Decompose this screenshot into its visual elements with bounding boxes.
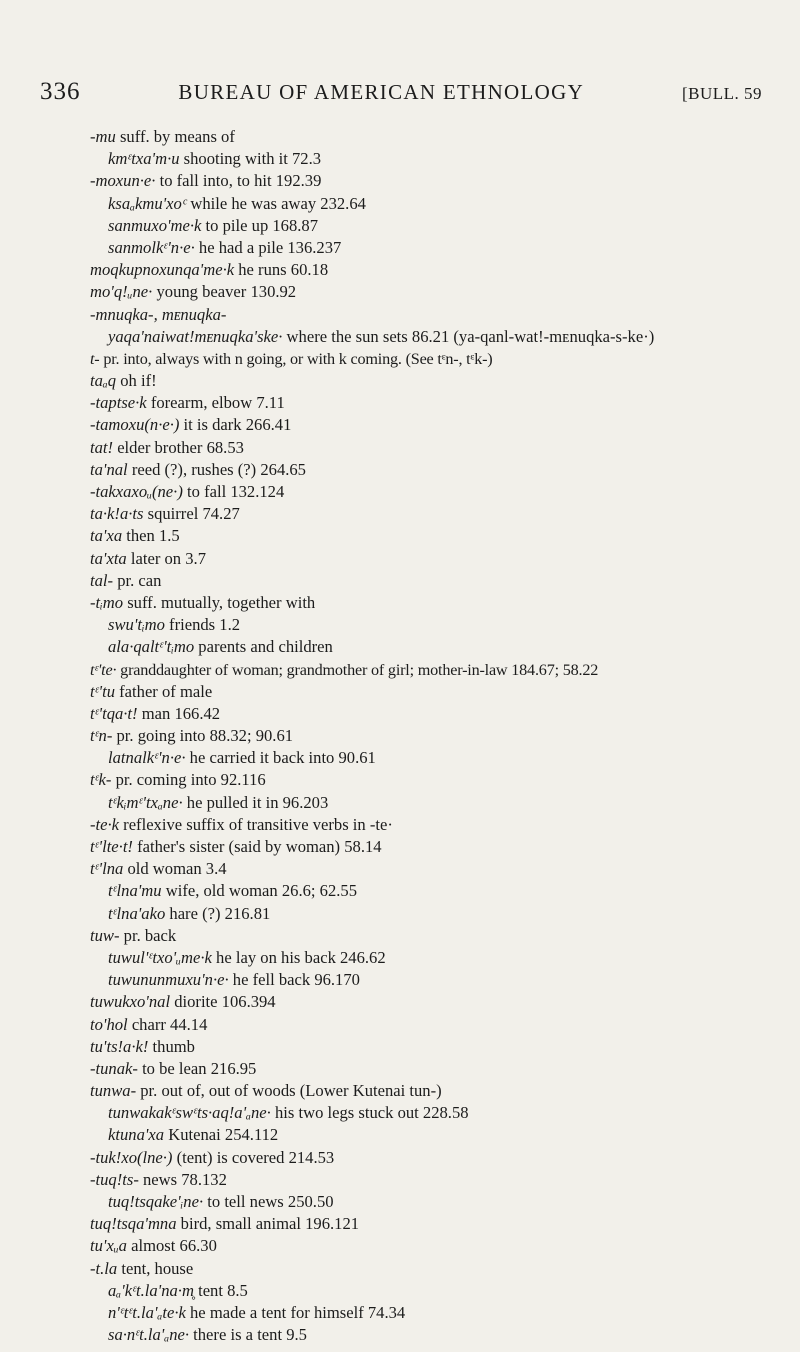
entry-gloss: later on 3.7 — [126, 548, 206, 568]
entry-gloss: he runs 60.18 — [234, 260, 329, 280]
dictionary-entry — [90, 148, 790, 170]
entry-headword: tu'xᵤa — [90, 1236, 127, 1256]
entry-gloss: pr. back — [119, 925, 177, 945]
entry-headword: tunwakakᵋswᵋts·aq!a'ₐne· — [108, 1103, 271, 1123]
entry-headword: -takxaxoᵤ(ne·) — [90, 482, 183, 501]
bulletin-reference: [BULL. 59 — [681, 84, 762, 103]
entry-headword: latnalkᵋ'n·e· — [108, 748, 186, 768]
dictionary-entry — [90, 237, 790, 259]
page-header — [40, 78, 762, 112]
entry-gloss: to tell news 250.50 — [203, 1192, 334, 1211]
dictionary-entry — [90, 858, 790, 880]
entry-headword: tal- — [90, 570, 114, 590]
entry-headword: tu'ts!a·k! — [90, 1036, 149, 1056]
dictionary-entry — [90, 1191, 790, 1213]
entry-gloss: old woman 3.4 — [123, 859, 227, 879]
entry-headword: aₐ'kᵋt.la'na·m̥ — [108, 1280, 194, 1300]
entry-headword: t- — [90, 349, 100, 368]
dictionary-entry — [90, 814, 790, 836]
entry-gloss: granddaughter of woman; grandmother of girl; mother-in-law 184.67; 58.22 — [116, 660, 599, 679]
entry-headword: tᵋlna'ako — [108, 903, 166, 923]
dictionary-entry — [90, 570, 790, 592]
entry-headword: taₐq — [90, 371, 117, 391]
entry-headword: swu'tᵢmo — [108, 615, 165, 635]
entry-headword: sanmolkᵋ'n·e· — [108, 237, 195, 257]
dictionary-entry — [90, 1169, 790, 1191]
entry-headword: tunwa- — [90, 1081, 137, 1101]
dictionary-entry — [90, 1036, 790, 1058]
entry-gloss: bird, small animal 196.121 — [176, 1214, 360, 1234]
entry-headword: tuwul'ᵋtxo'ᵤme·k — [108, 947, 212, 967]
entry-gloss: hare (?) 216.81 — [165, 903, 271, 923]
dictionary-entry — [90, 414, 790, 436]
entry-headword: tᵋ'lte·t! — [90, 837, 133, 856]
dictionary-entry — [90, 592, 790, 614]
dictionary-entry — [90, 836, 790, 858]
entry-gloss: tent 8.5 — [193, 1280, 248, 1300]
entry-gloss: pr. coming into 92.116 — [111, 770, 266, 790]
dictionary-entry — [90, 991, 790, 1013]
dictionary-entry — [90, 126, 790, 148]
entry-gloss: then 1.5 — [122, 526, 180, 546]
dictionary-entry — [90, 370, 790, 392]
entry-headword: tᵋ'lna — [90, 859, 124, 879]
entry-gloss: elder brother 68.53 — [113, 437, 244, 457]
entry-headword: -mu — [90, 127, 116, 146]
dictionary-entry — [90, 725, 790, 747]
entry-gloss: suff. by means of — [115, 127, 235, 146]
entry-headword: moqkupnoxunqa'me·k — [90, 260, 235, 280]
entry-headword: -te·k — [90, 814, 120, 834]
entry-gloss: wife, old woman 26.6; 62.55 — [161, 881, 357, 901]
dictionary-entry — [90, 1280, 790, 1302]
dictionary-entry — [90, 1235, 790, 1257]
entry-gloss: pr. into, always with n going, or with k coming. (See tᵋn-, tᵋk-) — [99, 349, 493, 368]
entry-gloss: father's sister (said by woman) 58.14 — [132, 837, 382, 856]
entry-gloss: news 78.132 — [138, 1169, 227, 1189]
dictionary-entry — [90, 659, 790, 681]
entry-gloss: oh if! — [116, 371, 157, 391]
dictionary-entry — [90, 281, 790, 303]
dictionary-entry — [90, 1213, 790, 1235]
entry-headword: -tamoxu(n·e·) — [90, 415, 180, 435]
dictionary-entry — [90, 880, 790, 902]
dictionary-entry — [90, 769, 790, 791]
entry-gloss: while he was away 232.64 — [186, 193, 366, 213]
entry-headword: tᵋn- — [90, 726, 113, 746]
dictionary-entry — [90, 903, 790, 925]
dictionary-entry — [90, 215, 790, 237]
dictionary-entry — [90, 969, 790, 991]
entry-gloss: diorite 106.394 — [170, 992, 276, 1012]
dictionary-entry — [90, 1014, 790, 1036]
entry-headword: tuwununmuxu'n·e· — [108, 970, 229, 990]
entry-headword: tuw- — [90, 925, 120, 945]
entry-gloss: man 166.42 — [137, 703, 221, 723]
dictionary-entry — [90, 548, 790, 570]
entry-gloss: tent, house — [117, 1258, 194, 1278]
entry-gloss: (tent) is covered 214.53 — [172, 1147, 335, 1167]
entry-gloss: reflexive suffix of transitive verbs in -te· — [119, 814, 393, 834]
entry-headword: to'hol — [90, 1014, 128, 1034]
entry-gloss: his two legs stuck out 228.58 — [270, 1103, 469, 1123]
entry-headword: ta·k!a·ts — [90, 504, 144, 524]
entry-headword: yaqa'naiwat!mᴇnuqka'ske· — [108, 326, 283, 346]
entry-headword: -tᵢmo — [90, 592, 124, 612]
entry-headword: ta'xa — [90, 526, 123, 546]
running-head: BUREAU OF AMERICAN ETHNOLOGY — [178, 80, 585, 104]
entry-headword: tuq!tsqa'mna — [90, 1214, 177, 1234]
entry-gloss: to be lean 216.95 — [137, 1058, 257, 1078]
entry-gloss: charr 44.14 — [127, 1014, 208, 1034]
entry-gloss: parents and children — [194, 637, 333, 657]
dictionary-entry — [90, 747, 790, 769]
dictionary-entry — [90, 614, 790, 636]
dictionary-entry — [90, 437, 790, 459]
dictionary-entry — [90, 481, 790, 503]
dictionary-entry — [90, 1102, 790, 1124]
entry-headword: ktuna'xa — [108, 1125, 165, 1145]
entry-gloss: forearm, elbow 7.11 — [146, 393, 285, 413]
dictionary-entry — [90, 459, 790, 481]
dictionary-entry — [90, 1080, 790, 1102]
entry-headword: tuwukxo'nal — [90, 992, 171, 1012]
dictionary-entry — [90, 1124, 790, 1146]
dictionary-entry — [90, 193, 790, 215]
entry-gloss: squirrel 74.27 — [143, 504, 240, 524]
dictionary-entry — [90, 392, 790, 414]
entry-headword: sanmuxo'me·k — [108, 215, 202, 235]
dictionary-entry — [90, 259, 790, 281]
entry-gloss: he lay on his back 246.62 — [211, 947, 386, 967]
dictionary-entry — [90, 503, 790, 525]
dictionary-entry — [90, 925, 790, 947]
entry-headword: n'ᵋtᵋt.la'ₐte·k — [108, 1302, 186, 1322]
entry-headword: tᵋ'tu — [90, 681, 115, 701]
entry-headword: tᵋ'te· — [90, 660, 117, 679]
entry-headword: kmᵋtxa'm·u — [108, 149, 180, 169]
entry-gloss: to fall into, to hit 192.39 — [155, 171, 322, 191]
entry-gloss: he carried it back into 90.61 — [185, 748, 376, 768]
entry-headword: -tuk!xo(lne·) — [90, 1147, 173, 1167]
entry-gloss: he pulled it in 96.203 — [182, 792, 329, 812]
entry-headword: ta'nal — [90, 459, 128, 479]
dictionary-entry — [90, 792, 790, 814]
page-number: 336 — [40, 78, 81, 105]
entry-headword: -moxun·e· — [90, 171, 156, 191]
dictionary-entry-list — [90, 126, 790, 1346]
entry-gloss: pr. out of, out of woods (Lower Kutenai tun-) — [136, 1081, 442, 1101]
entry-headword: mo'q!ᵤne· — [90, 282, 153, 302]
entry-gloss: friends 1.2 — [164, 615, 241, 635]
entry-headword: ta'xta — [90, 548, 127, 568]
entry-gloss: young beaver 130.92 — [152, 282, 297, 302]
entry-headword: -t.la — [90, 1258, 118, 1278]
dictionary-entry — [90, 947, 790, 969]
dictionary-entry — [90, 703, 790, 725]
entry-headword: tᵋ'tqa·t! — [90, 703, 138, 723]
entry-gloss: to pile up 168.87 — [201, 215, 319, 235]
entry-gloss: where the sun sets 86.21 (ya-qanl-wat!-mᴇnuqka-s-ke·) — [282, 326, 655, 346]
entry-gloss: pr. can — [113, 570, 162, 590]
dictionary-entry — [90, 1147, 790, 1169]
entry-gloss: to fall 132.124 — [182, 482, 285, 501]
dictionary-entry — [90, 681, 790, 703]
entry-headword: sa·nᵋt.la'ₐne· — [108, 1325, 189, 1345]
entry-headword: tuq!tsqake'ᵢne· — [108, 1192, 204, 1211]
entry-headword: -tunak- — [90, 1058, 138, 1078]
entry-headword: ala·qaltᵋ'tᵢmo — [108, 637, 195, 657]
dictionary-entry — [90, 1058, 790, 1080]
dictionary-entry — [90, 170, 790, 192]
entry-gloss: he made a tent for himself 74.34 — [185, 1302, 406, 1322]
entry-gloss: shooting with it 72.3 — [179, 149, 322, 169]
entry-gloss: almost 66.30 — [126, 1236, 217, 1256]
entry-headword: ksaₐkmu'xoᶜ — [108, 193, 187, 213]
dictionary-entry — [90, 1324, 790, 1346]
entry-gloss: there is a tent 9.5 — [189, 1325, 307, 1345]
entry-gloss: he had a pile 136.237 — [194, 237, 342, 257]
dictionary-entry — [90, 1302, 790, 1324]
entry-gloss: father of male — [115, 681, 213, 701]
entry-headword: tat! — [90, 437, 114, 457]
entry-gloss: it is dark 266.41 — [179, 415, 292, 435]
dictionary-entry — [90, 304, 790, 326]
entry-gloss: pr. going into 88.32; 90.61 — [112, 726, 294, 746]
entry-gloss: Kutenai 254.112 — [164, 1125, 279, 1145]
dictionary-entry — [90, 525, 790, 547]
dictionary-entry — [90, 326, 790, 348]
dictionary-entry — [90, 1258, 790, 1280]
dictionary-entry — [90, 636, 790, 658]
entry-gloss: thumb — [148, 1036, 195, 1056]
entry-headword: -taptse·k — [90, 393, 147, 413]
dictionary-entry — [90, 348, 790, 370]
entry-headword: tᵋk- — [90, 770, 112, 790]
entry-gloss: suff. mutually, together with — [123, 592, 316, 612]
entry-gloss: reed (?), rushes (?) 264.65 — [127, 459, 306, 479]
entry-gloss: he fell back 96.170 — [228, 970, 360, 990]
entry-headword: -mnuqka-, mᴇnuqka- — [90, 304, 227, 324]
entry-headword: tᵋlna'mu — [108, 881, 162, 901]
entry-headword: -tuq!ts- — [90, 1169, 139, 1189]
entry-headword: tᵋkᵢmᵋ'txₐne· — [108, 792, 183, 812]
